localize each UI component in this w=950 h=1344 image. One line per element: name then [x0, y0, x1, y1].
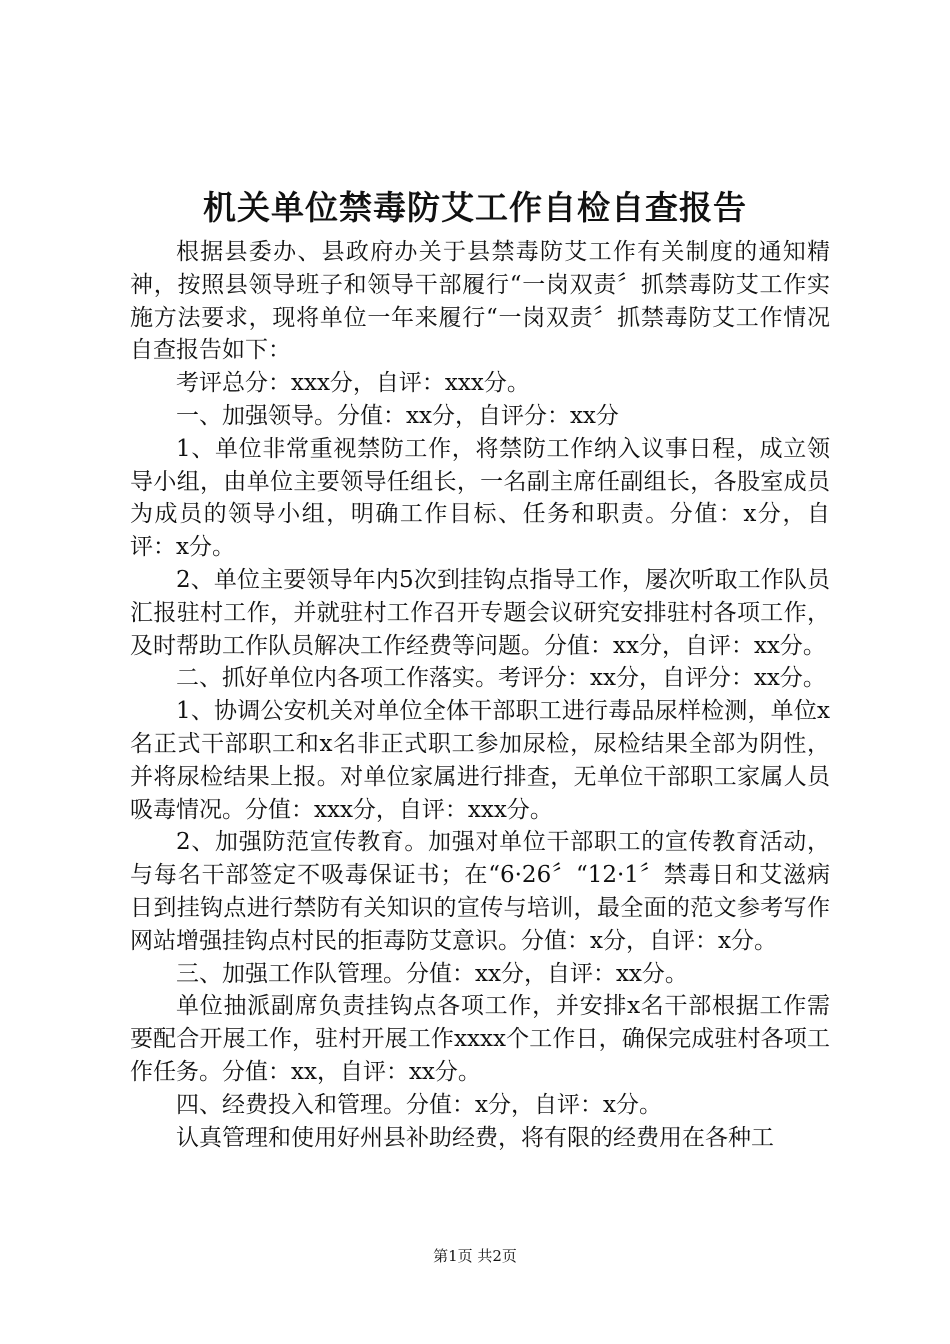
- section-heading-4: 四、经费投入和管理。分值：x分，自评：x分。: [176, 1091, 662, 1118]
- section-heading-2: 二、抓好单位内各项工作落实。考评分：xx分，自评分：xx分。: [176, 665, 826, 692]
- section-heading-3: 三、加强工作队管理。分值：xx分，自评：xx分。: [176, 960, 688, 987]
- section-2-item-2: 2、加强防范宣传教育。加强对单位干部职工的宣传教育活动，与每名干部签定不吸毒保证书；在“6·26〞“12·1〞禁毒日和艾滋病日到挂钩点进行禁防有关知识的宣传与培训，最全面的范文参考写作网站增强挂钩点村民的拒毒防艾意识。分值：x分，自评：x分。: [130, 829, 830, 954]
- page-footer: 第1页 共2页: [433, 1247, 517, 1265]
- section-1-item-2: 2、单位主要领导年内5次到挂钩点指导工作，屡次听取工作队员汇报驻村工作，并就驻村工作召开专题会议研究安排驻村各项工作，及时帮助工作队员解决工作经费等问题。分值：xx分，自评：xx分。: [130, 566, 830, 659]
- intro-paragraph: 根据县委办、县政府办关于县禁毒防艾工作有关制度的通知精神，按照县领导班子和领导干部履行“一岗双责〞抓禁毒防艾工作实施方法要求，现将单位一年来履行“一岗双责〞抓禁毒防艾工作情况自查报告如下：: [130, 239, 830, 364]
- section-4-paragraph: 认真管理和使用好州县补助经费，将有限的经费用在各种工: [176, 1124, 774, 1151]
- section-1-item-1: 1、单位非常重视禁防工作，将禁防工作纳入议事日程，成立领导小组，由单位主要领导任组长，一名副主席任副组长，各股室成员为成员的领导小组，明确工作目标、任务和职责。分值：x分，自评：x分。: [130, 435, 830, 561]
- document-body: [130, 236, 830, 1154]
- section-2-item-1: 1、协调公安机关对单位全体干部职工进行毒品尿样检测，单位x名正式干部职工和x名非正式职工参加尿检，尿检结果全部为阴性，并将尿检结果上报。对单位家属进行排查，无单位干部职工家属人员吸毒情况。分值：xxx分，自评：xxx分。: [130, 698, 830, 823]
- document-title: 机关单位禁毒防艾工作自检自查报告: [203, 188, 747, 227]
- section-heading-1: 一、加强领导。分值：xx分，自评分：xx分: [176, 402, 619, 429]
- total-score-line: 考评总分：xxx分，自评：xxx分。: [176, 370, 530, 397]
- section-3-paragraph: 单位抽派副席负责挂钩点各项工作，并安排x名干部根据工作需要配合开展工作，驻村开展工作xxxx个工作日，确保完成驻村各项工作任务。分值：xx，自评：xx分。: [130, 993, 830, 1085]
